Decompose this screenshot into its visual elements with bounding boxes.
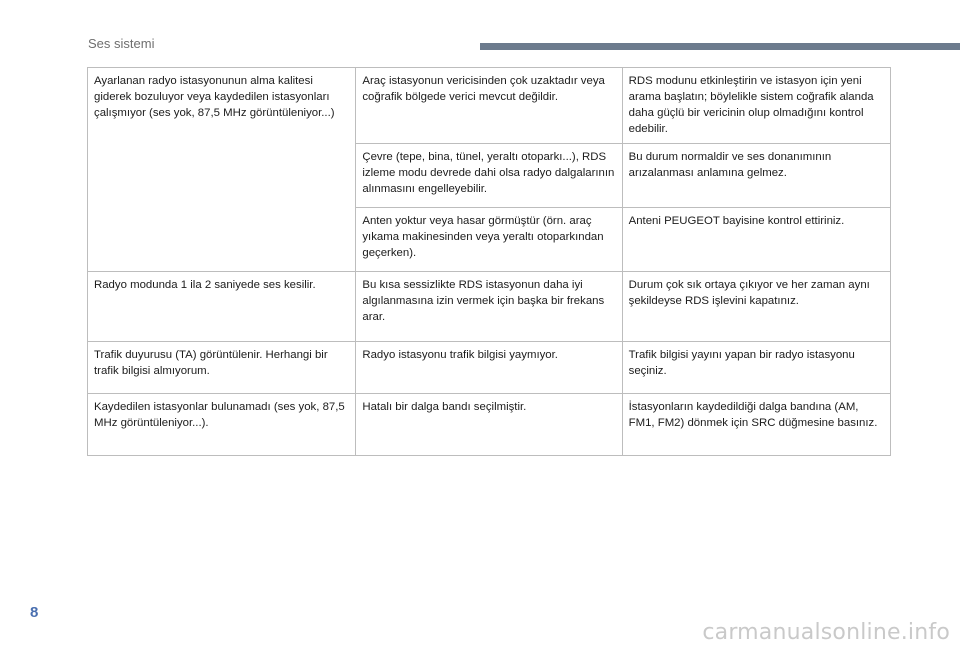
cause-cell: Anten yoktur veya hasar görmüştür (örn. araç yıkama makinesinden veya yeraltı otoparkından geçerken). xyxy=(356,208,622,272)
watermark: carmanualsonline.info xyxy=(702,620,950,645)
cause-cell: Radyo istasyonu trafik bilgisi yaymıyor. xyxy=(356,342,622,394)
header-accent-bar xyxy=(480,43,960,50)
table-row xyxy=(88,68,891,144)
solution-cell: Trafik bilgisi yayını yapan bir radyo istasyonu seçiniz. xyxy=(622,342,890,394)
cause-cell: Bu kısa sessizlikte RDS istasyonun daha iyi algılanmasına izin vermek için başka bir frekans arar. xyxy=(356,272,622,342)
table-row xyxy=(88,394,891,456)
problem-cell: Radyo modunda 1 ila 2 saniyede ses kesilir. xyxy=(88,272,356,342)
problem-cell: Trafik duyurusu (TA) görüntülenir. Herhangi bir trafik bilgisi almıyorum. xyxy=(88,342,356,394)
solution-cell: Durum çok sık ortaya çıkıyor ve her zaman aynı şekildeyse RDS işlevini kapatınız. xyxy=(622,272,890,342)
solution-cell: Bu durum normaldir ve ses donanımının arızalanması anlamına gelmez. xyxy=(622,144,890,208)
table-row xyxy=(88,272,891,342)
cause-cell: Araç istasyonun vericisinden çok uzaktadır veya coğrafik bölgede verici mevcut değildir. xyxy=(356,68,622,144)
table-row xyxy=(88,342,891,394)
solution-cell: Anteni PEUGEOT bayisine kontrol ettiriniz. xyxy=(622,208,890,272)
cause-cell: Çevre (tepe, bina, tünel, yeraltı otoparkı...), RDS izleme modu devrede dahi olsa radyo dalgalarının alınmasını engelleyebilir. xyxy=(356,144,622,208)
solution-cell: İstasyonların kaydedildiği dalga bandına (AM, FM1, FM2) dönmek için SRC düğmesine basınız. xyxy=(622,394,890,456)
solution-cell: RDS modunu etkinleştirin ve istasyon için yeni arama başlatın; böylelikle sistem coğrafik alanda daha güçlü bir vericinin olup olmadığını kontrol edebilir. xyxy=(622,68,890,144)
problem-cell: Kaydedilen istasyonlar bulunamadı (ses yok, 87,5 MHz görüntüleniyor...). xyxy=(88,394,356,456)
section-title: Ses sistemi xyxy=(88,36,155,51)
problem-cell: Ayarlanan radyo istasyonunun alma kalitesi giderek bozuluyor veya kaydedilen istasyonları çalışmıyor (ses yok, 87,5 MHz görüntüleniyor...) xyxy=(88,68,356,272)
troubleshooting-table xyxy=(87,67,891,456)
page-number: 8 xyxy=(30,604,39,621)
cause-cell: Hatalı bir dalga bandı seçilmiştir. xyxy=(356,394,622,456)
